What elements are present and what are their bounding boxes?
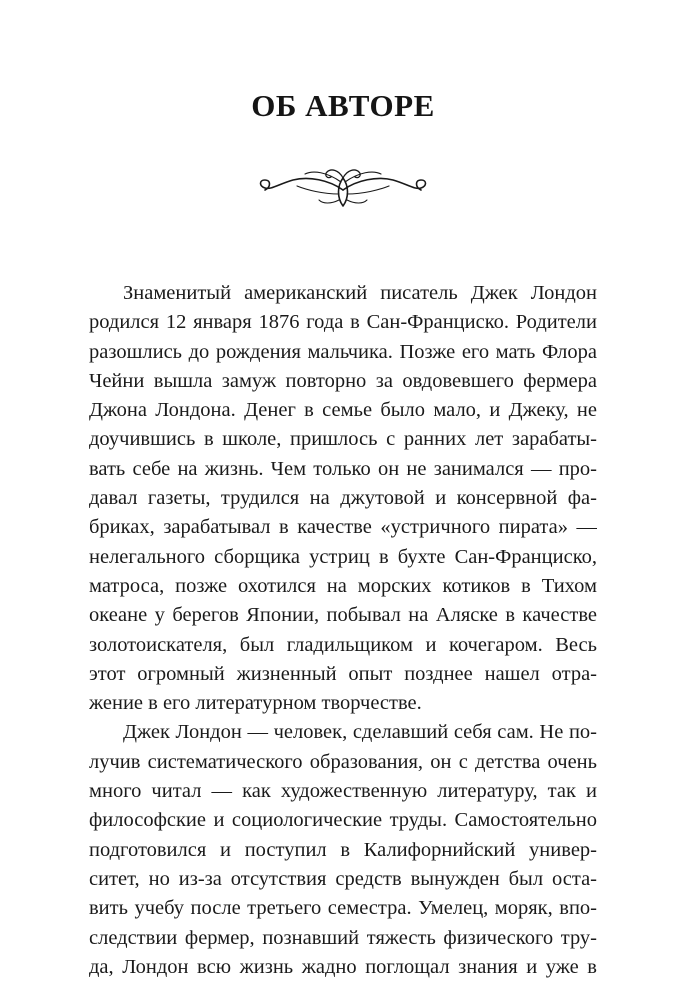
text-line: Знаменитый американский писатель Джек Лондон xyxy=(123,282,597,304)
text-line: Джона Лондона. Денег в семье было мало, и Джеку, не xyxy=(89,399,597,422)
flourish-ornament-icon xyxy=(253,160,433,212)
text-line: философские и социологические труды. Самостоятельно xyxy=(89,809,597,832)
text-line: разошлись до рождения мальчика. Позже его мать Флора xyxy=(89,340,597,363)
page-title: ОБ АВТОРЕ xyxy=(251,88,435,123)
text-line: доучившись в школе, пришлось с ранних лет зарабаты- xyxy=(89,428,597,451)
text-line: золотоискателя, был гладильщиком и кочегаром. Весь xyxy=(89,633,597,656)
text-line: Джек Лондон — человек, сделавший себя сам. Не по- xyxy=(123,721,597,744)
text-line: вить учебу после третьего семестра. Умелец, моряк, впо- xyxy=(89,897,597,920)
text-line: жение в его литературном творчестве. xyxy=(89,692,422,715)
text-line: много читал — как художественную литературу, так и xyxy=(89,780,597,803)
text-line: нелегального сборщика устриц в бухте Сан-Франциско, xyxy=(89,545,597,568)
text-line: лучив систематического образования, он с детства очень xyxy=(89,750,597,773)
article-body xyxy=(89,279,597,982)
text-line: ситет, но из-за отсутствия средств вынужден был оста- xyxy=(89,867,597,890)
text-line: следствии фермер, познавший тяжесть физического тру- xyxy=(89,926,597,949)
text-line: Чейни вышла замуж повторно за овдовевшего фермера xyxy=(89,369,597,392)
text-line: этот огромный жизненный опыт позднее нашел отра- xyxy=(89,662,597,685)
text-line: родился 12 января 1876 года в Сан-Франциско. Родители xyxy=(89,311,597,334)
text-line: вать себе на жизнь. Чем только он не занимался — про- xyxy=(89,457,597,480)
text-line: океане у берегов Японии, побывал на Аляске в качестве xyxy=(89,604,597,627)
text-line: бриках, зарабатывал в качестве «устричного пирата» — xyxy=(89,516,597,539)
text-line: подготовился и поступил в Калифорнийский универ- xyxy=(89,838,597,861)
text-line: давал газеты, трудился на джутовой и консервной фа- xyxy=(89,487,597,510)
text-line: да, Лондон всю жизнь жадно поглощал знания и уже в xyxy=(89,955,597,978)
text-line: матроса, позже охотился на морских котиков в Тихом xyxy=(89,574,597,597)
